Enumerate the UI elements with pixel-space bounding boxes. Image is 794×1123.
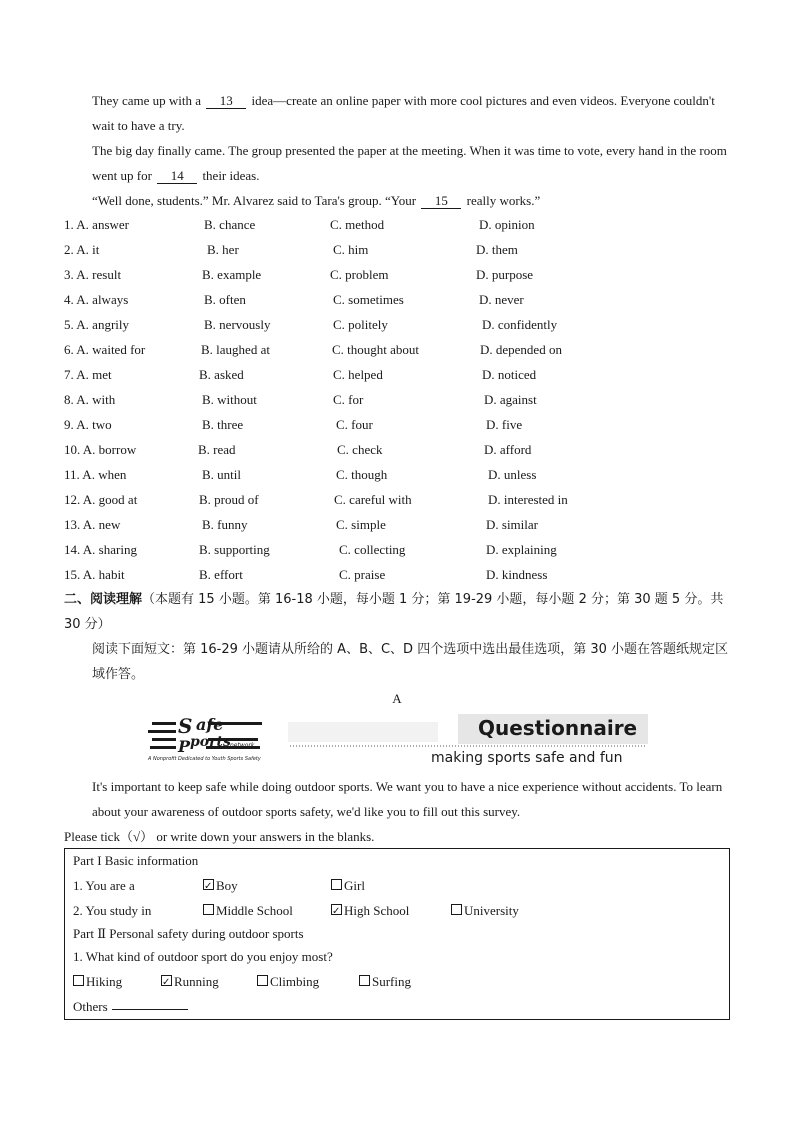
option-row (64, 237, 744, 262)
option-c: C. careful with (334, 492, 412, 507)
option-b: B. until (202, 467, 242, 482)
option-c: C. check (337, 442, 383, 457)
girl-label: Girl (344, 878, 365, 893)
option-a: 14. A. sharing (64, 542, 137, 557)
option-row (64, 312, 744, 337)
question-gender (73, 874, 723, 898)
option-b: B. proud of (199, 492, 259, 507)
safe-sports-banner (148, 712, 648, 772)
checkbox-icon[interactable] (257, 975, 268, 986)
logo-brand-b: ports (190, 734, 231, 750)
university-label: University (464, 903, 519, 918)
option-row (64, 387, 744, 412)
question-sport (73, 945, 723, 969)
intro-paragraph (64, 774, 730, 824)
logo-brand-c: network (230, 742, 255, 749)
svg-text:S: S (178, 714, 193, 738)
checkbox-checked-icon[interactable] (203, 879, 214, 890)
running-label: Running (174, 974, 219, 989)
option-row (64, 287, 744, 312)
passage-text: really works.” (466, 193, 541, 208)
section-title: 二、阅读理解 (64, 592, 143, 607)
option-b: B. her (207, 242, 239, 257)
option-row (64, 412, 744, 437)
option-b: B. funny (202, 517, 248, 532)
option-surfing[interactable] (359, 970, 411, 994)
sport-options (73, 970, 723, 994)
option-c: C. him (333, 242, 369, 257)
option-a: 4. A. always (64, 292, 129, 307)
blank-14: 14 (157, 168, 197, 184)
option-girl[interactable] (331, 874, 365, 898)
option-a: 6. A. waited for (64, 342, 146, 357)
part2-heading (73, 922, 723, 946)
option-university[interactable] (451, 899, 519, 923)
option-d: D. confidently (482, 317, 558, 332)
option-a: 2. A. it (64, 242, 100, 257)
option-row (64, 262, 744, 287)
high-school-label: High School (344, 903, 410, 918)
option-b: B. supporting (199, 542, 270, 557)
option-b: B. asked (199, 367, 244, 382)
passage-text: They came up with a (92, 93, 202, 108)
option-row (64, 437, 744, 462)
passage-text: idea—create an online paper with more cool pictures and even videos. Everyone couldn't wait to have a try. (92, 93, 715, 133)
hiking-label: Hiking (86, 974, 123, 989)
option-climbing[interactable] (257, 970, 319, 994)
option-c: C. collecting (339, 542, 406, 557)
part2-title: Part Ⅱ Personal safety during outdoor sports (73, 926, 304, 941)
option-d: D. against (484, 392, 537, 407)
option-c: C. simple (336, 517, 386, 532)
option-middle-school[interactable] (203, 899, 293, 923)
others-label: Others (73, 999, 108, 1014)
section-description: （本题有 15 小题。第 16-18 小题，每小题 1 分；第 19-29 小题，每小题 2 分；第 30 题 5 分。共 30 分） (64, 592, 724, 632)
section-instruction (64, 637, 734, 687)
option-d: D. interested in (488, 492, 568, 507)
option-c: C. helped (333, 367, 383, 382)
checkbox-icon[interactable] (359, 975, 370, 986)
option-c: C. method (330, 217, 385, 232)
option-a: 8. A. with (64, 392, 116, 407)
climbing-label: Climbing (270, 974, 320, 989)
option-a: 12. A. good at (64, 492, 138, 507)
surfing-label: Surfing (372, 974, 411, 989)
option-d: D. afford (484, 442, 532, 457)
option-row (64, 462, 744, 487)
option-row (64, 487, 744, 512)
passage-paragraph-1 (64, 88, 730, 138)
option-d: D. never (479, 292, 524, 307)
option-a: 9. A. two (64, 417, 112, 432)
option-row (64, 362, 744, 387)
tick-instruction-text: Please tick（√） or write down your answers in the blanks. (64, 829, 375, 844)
passage-paragraph-3 (64, 188, 730, 213)
others-row (73, 995, 723, 1019)
intro-text: It's important to keep safe while doing outdoor sports. We want you to have a nice experience without accidents. To learn about your awareness of outdoor sports safety, we'd like you to fill out this survey. (92, 779, 723, 819)
option-a: 5. A. angrily (64, 317, 129, 332)
option-d: D. similar (486, 517, 538, 532)
passage-text: “Well done, students.” Mr. Alvarez said to Tara's group. “Your (92, 193, 417, 208)
option-c: C. problem (330, 267, 389, 282)
option-b: B. without (202, 392, 257, 407)
option-c: C. though (336, 467, 388, 482)
option-row (64, 337, 744, 362)
checkbox-icon[interactable] (73, 975, 84, 986)
others-input[interactable] (112, 995, 188, 1010)
logo-brand-a: afe (196, 715, 224, 734)
option-row (64, 537, 744, 562)
option-c: C. praise (339, 567, 386, 582)
blank-13: 13 (206, 93, 246, 109)
option-row (64, 212, 744, 237)
option-a: 11. A. when (64, 467, 127, 482)
checkbox-icon[interactable] (203, 904, 214, 915)
option-a: 7. A. met (64, 367, 112, 382)
tick-instruction (64, 824, 730, 849)
option-d: D. depended on (480, 342, 562, 357)
option-a: 3. A. result (64, 267, 122, 282)
logo-tagline: A Nonprofit Dedicated to Youth Sports Safety (148, 756, 261, 762)
checkbox-icon[interactable] (451, 904, 462, 915)
option-running[interactable] (161, 970, 219, 994)
option-b: B. often (204, 292, 246, 307)
option-c: C. thought about (332, 342, 420, 357)
question-school (73, 899, 723, 923)
option-a: 10. A. borrow (64, 442, 137, 457)
part1-title: Part I Basic information (73, 853, 199, 868)
option-a: 13. A. new (64, 517, 121, 532)
option-c: C. politely (333, 317, 388, 332)
option-b: B. effort (199, 567, 243, 582)
survey-form (64, 848, 730, 1020)
option-b: B. laughed at (201, 342, 270, 357)
middle-school-label: Middle School (216, 903, 293, 918)
option-d: D. explaining (486, 542, 557, 557)
passage-paragraph-2 (64, 138, 730, 188)
passage-letter: A (392, 691, 402, 706)
option-a: 1. A. answer (64, 217, 129, 232)
passage-text: their ideas. (202, 168, 260, 183)
option-boy[interactable] (203, 874, 238, 898)
passage-text: The big day finally came. The group presented the paper at the meeting. When it was time to vote, every hand in the room went up for (92, 143, 727, 183)
option-d: D. noticed (482, 367, 537, 382)
instruction-text: 阅读下面短文：第 16-29 小题请从所给的 A、B、C、D 四个选项中选出最佳选项，第 30 小题在答题纸规定区域作答。 (92, 642, 729, 682)
option-b: B. chance (204, 217, 256, 232)
option-d: D. kindness (486, 567, 548, 582)
option-c: C. for (333, 392, 364, 407)
checkbox-icon[interactable] (331, 879, 342, 890)
checkbox-checked-icon[interactable] (161, 975, 172, 986)
others-field (73, 995, 108, 1019)
option-d: D. unless (488, 467, 537, 482)
school-question: 2. You study in (73, 903, 152, 918)
option-hiking[interactable] (73, 970, 122, 994)
option-c: C. sometimes (333, 292, 404, 307)
boy-label: Boy (216, 878, 238, 893)
sport-question: 1. What kind of outdoor sport do you enjoy most? (73, 949, 333, 964)
questionnaire-slogan: making sports safe and fun (431, 750, 623, 766)
svg-text:P: P (178, 737, 191, 756)
option-d: D. five (486, 417, 523, 432)
option-a: 15. A. habit (64, 567, 125, 582)
part1-heading (73, 849, 723, 873)
option-b: B. three (202, 417, 244, 432)
option-b: B. nervously (204, 317, 271, 332)
section-heading (64, 587, 734, 637)
option-d: D. purpose (476, 267, 534, 282)
option-d: D. them (476, 242, 518, 257)
blank-15: 15 (421, 193, 461, 209)
checkbox-checked-icon[interactable] (331, 904, 342, 915)
option-row (64, 562, 744, 587)
questionnaire-title: Questionnaire (478, 716, 638, 740)
option-b: B. example (202, 267, 262, 282)
option-high-school[interactable] (331, 899, 409, 923)
option-c: C. four (336, 417, 373, 432)
option-b: B. read (198, 442, 236, 457)
option-d: D. opinion (479, 217, 535, 232)
gender-question: 1. You are a (73, 878, 135, 893)
option-row (64, 512, 744, 537)
